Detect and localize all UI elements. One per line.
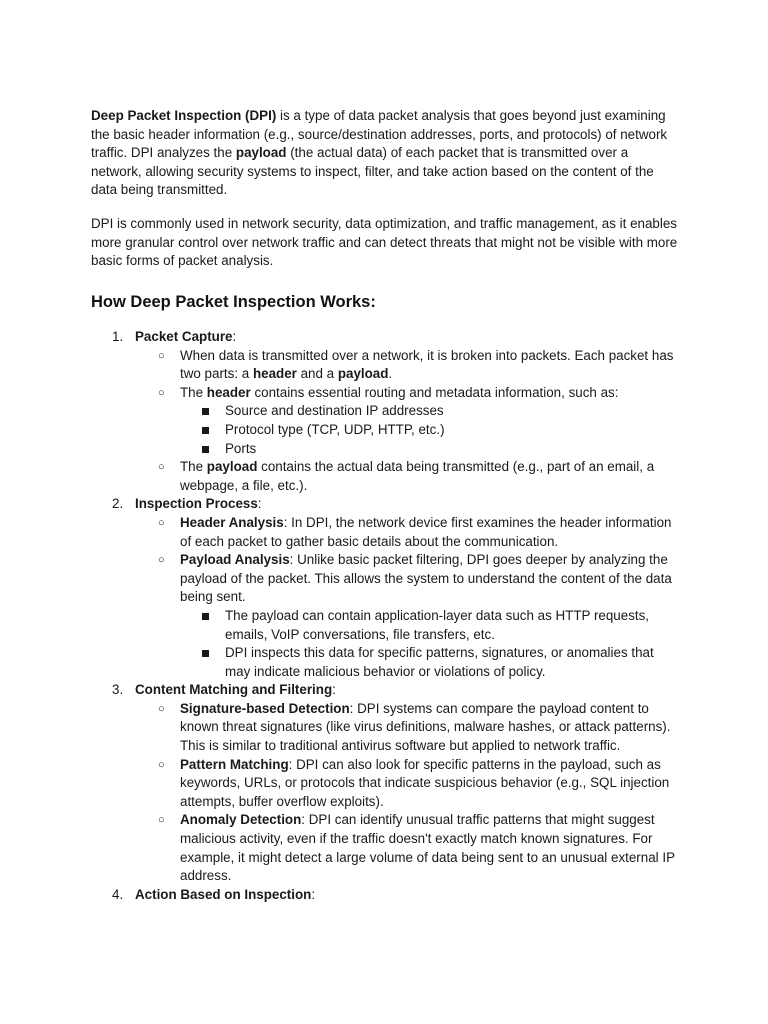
square-bullet-icon xyxy=(202,446,209,453)
list-item: Ports xyxy=(91,440,681,459)
list-item: 2. Inspection Process: xyxy=(91,495,681,514)
circle-bullet-icon: ○ xyxy=(158,554,165,567)
list-item: 3. Content Matching and Filtering: xyxy=(91,681,681,700)
document-body xyxy=(91,107,681,271)
intro-paragraph-2: DPI is commonly used in network security, data optimization, and traffic management, as it enables more granular control over network traffic and can detect threats that might not be visible with more basic forms of packet analysis. xyxy=(91,215,678,269)
step-number: 4. xyxy=(112,886,124,902)
list-item: Protocol type (TCP, UDP, HTTP, etc.) xyxy=(91,421,681,440)
step-number: 3. xyxy=(112,682,124,698)
list-item: ○ Signature-based Detection: DPI systems can compare the payload content to known threat signatures (like virus definitions, malware hashes, or attack patterns). This is similar to traditional antivirus software but applied to network traffic. xyxy=(158,700,671,754)
circle-bullet-icon: ○ xyxy=(158,516,165,529)
list-item: Source and destination IP addresses xyxy=(91,402,681,421)
circle-bullet-icon: ○ xyxy=(158,758,165,771)
step-number: 1. xyxy=(112,329,124,344)
circle-bullet-icon: ○ xyxy=(158,349,165,362)
list-item: The payload can contain application-layer data such as HTTP requests, emails, VoIP conversations, file transfers, etc. xyxy=(91,607,681,644)
circle-bullet-icon: ○ xyxy=(158,814,165,827)
list-item: ○ Header Analysis: In DPI, the network device first examines the header information of each packet to gather basic details about the communication. xyxy=(158,514,672,549)
square-bullet-icon xyxy=(202,427,209,434)
list-item: ○ Pattern Matching: DPI can also look for specific patterns in the payload, such as keywords, URLs, or protocols that indicate suspicious behavior (e.g., SQL injection attempts, buffer overflow exploits). xyxy=(158,756,670,809)
list-item: 4. Action Based on Inspection: xyxy=(91,886,681,905)
list-item: ○ The payload contains the actual data being transmitted (e.g., part of an email, a webpage, a file, etc.). xyxy=(158,459,655,493)
list-item: ○ The header contains essential routing and metadata information, such as: xyxy=(91,384,681,403)
list-item: ○ When data is transmitted over a network, it is broken into packets. Each packet has two parts: a header and a payload. xyxy=(158,347,674,382)
list-item: ○ Anomaly Detection: DPI can identify unusual traffic patterns that might suggest malicious activity, even if the traffic doesn't exactly match known signatures. For example, it might detect a large volume of data being sent to an unusual external IP address. xyxy=(158,812,675,884)
circle-bullet-icon: ○ xyxy=(158,461,165,474)
list-item: DPI inspects this data for specific patterns, signatures, or anomalies that may indicate malicious behavior or violations of policy. xyxy=(91,644,681,681)
square-bullet-icon xyxy=(202,650,209,657)
list-item: ○ Payload Analysis: Unlike basic packet filtering, DPI goes deeper by analyzing the payload of the packet. This allows the system to understand the content of the data being sent. xyxy=(158,552,672,605)
circle-bullet-icon: ○ xyxy=(158,386,165,399)
list-item: 1. Packet Capture: xyxy=(91,328,681,347)
steps-list xyxy=(91,328,681,904)
intro-paragraph-1: Deep Packet Inspection (DPI) is a type of data packet analysis that goes beyond just examining the basic header information (e.g., source/destination addresses, ports, and protocols) of network traffic. DPI analyzes the payload (the actual data) of each packet that is transmitted over a network, allowing security systems to inspect, filter, and take action based on the content of the data being transmitted. xyxy=(91,108,668,198)
square-bullet-icon xyxy=(202,408,209,415)
step-number: 2. xyxy=(112,496,124,512)
circle-bullet-icon: ○ xyxy=(158,702,165,715)
square-bullet-icon xyxy=(202,613,209,620)
section-heading: How Deep Packet Inspection Works: xyxy=(91,293,376,311)
